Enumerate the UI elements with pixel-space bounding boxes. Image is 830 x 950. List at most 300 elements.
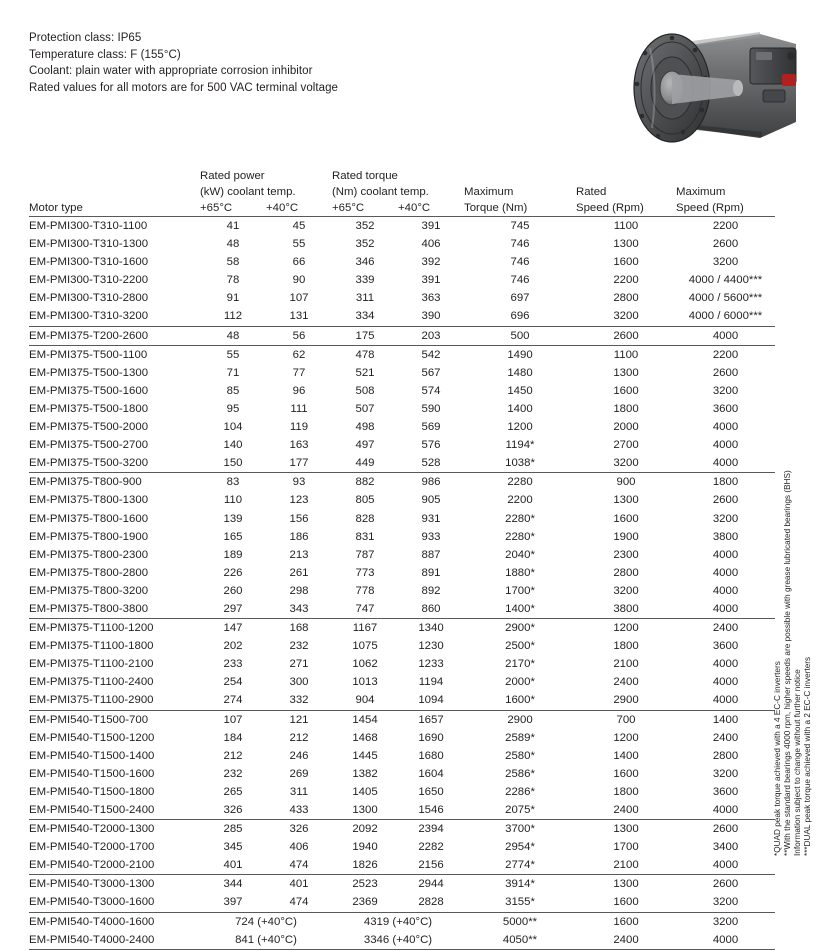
cell-rated-power-65: 254	[223, 676, 243, 689]
cell-rated-power-40: 56	[266, 326, 332, 345]
cell-rated-torque-65: 508	[355, 384, 375, 397]
cell-rated-speed: 2100	[613, 859, 639, 872]
cell-rated-torque-65: 1300	[352, 804, 378, 816]
cell-rated-torque-65: 2369	[352, 896, 378, 909]
cell-maximum-speed: 2200	[676, 217, 775, 236]
table-row	[29, 801, 775, 820]
cell-rated-torque-40: 1094	[418, 694, 444, 707]
cell-maximum-torque: 3700*	[464, 820, 576, 839]
cell-rated-power-65: 260	[223, 584, 243, 597]
cell-maximum-speed: 4000	[712, 859, 739, 872]
cell-rated-torque-40: 542	[398, 345, 464, 364]
cell-rated-torque-65: 773	[355, 566, 375, 579]
cell-rated-speed: 1100	[576, 345, 676, 364]
table-row	[29, 307, 775, 326]
cell-rated-torque-65: 882	[332, 473, 398, 492]
cell-rated-torque-40: 892	[421, 584, 441, 597]
cell-rated-torque-65: 1826	[352, 859, 378, 872]
cell-maximum-torque: 500	[464, 326, 576, 345]
cell-rated-torque-65: 175	[332, 326, 398, 345]
cell-rated-torque-65: 1167	[332, 619, 398, 638]
cell-motor-type: EM-PMI300-T310-1100	[29, 217, 200, 236]
cell-maximum-torque: 1480	[507, 366, 533, 379]
cell-rated-torque-40: 1340	[398, 619, 464, 638]
footnote-information-subject: Information subject to change without further notice	[793, 669, 802, 856]
cell-motor-type: EM-PMI375-T800-3800	[29, 602, 149, 615]
cell-rated-torque-40: 2394	[398, 820, 464, 839]
cell-rated-power-65: 226	[223, 566, 243, 579]
cell-maximum-speed: 4000	[676, 931, 775, 950]
cell-motor-type: EM-PMI375-T500-3200	[29, 457, 149, 470]
cell-maximum-speed: 4000 / 5600***	[688, 292, 763, 305]
cell-rated-torque-40: 567	[421, 366, 441, 379]
cell-maximum-speed: 2400	[712, 731, 739, 744]
cell-maximum-speed: 3200	[712, 256, 739, 269]
cell-rated-power-40: 433	[289, 804, 309, 816]
cell-rated-power-65: 48	[226, 238, 240, 251]
cell-motor-type: EM-PMI300-T310-2200	[29, 274, 149, 287]
cell-rated-power-65: 165	[223, 530, 243, 543]
cell-rated-torque-65: 1405	[352, 785, 378, 798]
cell-maximum-torque: 2954*	[505, 841, 535, 854]
cell-rated-power-65: 189	[223, 548, 243, 561]
table-row	[29, 875, 775, 894]
cell-motor-type: EM-PMI375-T200-2600	[29, 326, 200, 345]
table-row	[29, 893, 775, 912]
cell-maximum-speed: 3400	[712, 841, 739, 854]
cell-motor-type: EM-PMI540-T2000-1300	[29, 820, 200, 839]
cell-rated-power-65: 104	[223, 421, 243, 434]
cell-rated-power-65: 212	[223, 749, 243, 762]
cell-maximum-torque: 2280	[464, 473, 576, 492]
cell-motor-type: EM-PMI300-T310-3200	[29, 310, 149, 323]
cell-maximum-speed: 2600	[712, 494, 739, 507]
cell-maximum-torque: 2580*	[505, 749, 535, 762]
table-row	[29, 491, 775, 509]
cell-maximum-speed: 4000	[712, 658, 739, 671]
cell-rated-torque-65: 311	[355, 292, 375, 305]
cell-rated-power-40: 271	[289, 658, 309, 671]
cell-rated-speed: 1600	[576, 912, 676, 931]
cell-maximum-torque: 4050**	[464, 931, 576, 950]
cell-rated-power-40: 177	[289, 457, 309, 470]
header-motor-type: Motor type	[29, 202, 83, 214]
cell-rated-speed: 1300	[576, 875, 676, 894]
cell-maximum-speed: 3600	[712, 402, 739, 415]
cell-maximum-torque: 2280*	[505, 530, 535, 543]
cell-rated-power-40: 311	[289, 785, 309, 798]
cell-motor-type: EM-PMI375-T800-3200	[29, 584, 149, 597]
cell-motor-type: EM-PMI300-T310-1600	[29, 256, 149, 269]
cell-rated-power-40: 119	[289, 421, 309, 434]
cell-maximum-speed: 2600	[712, 366, 739, 379]
table-row	[29, 418, 775, 436]
cell-motor-type: EM-PMI375-T1100-2100	[29, 658, 154, 671]
cell-rated-power-65: 58	[226, 256, 240, 269]
footnote-standard-bearings: **With the standard bearings 4000 rpm, higher speeds are possible with grease lubricated bearings (BHS)	[783, 470, 792, 856]
cell-maximum-torque: 2500*	[505, 640, 535, 653]
cell-rated-torque-65: 478	[332, 345, 398, 364]
cell-maximum-torque: 1450	[507, 384, 533, 397]
cell-rated-torque-40: 574	[421, 384, 441, 397]
table-row	[29, 820, 775, 839]
cell-rated-torque-40: 1690	[418, 731, 444, 744]
cell-rated-torque-65: 449	[355, 457, 375, 470]
cell-rated-power-40: 93	[266, 473, 332, 492]
cell-rated-power-65: 297	[223, 602, 243, 615]
cell-rated-power-40: 55	[292, 238, 306, 251]
cell-rated-torque-65: 1075	[352, 640, 378, 653]
cell-rated-torque-65: 497	[355, 439, 375, 452]
cell-maximum-torque: 2774*	[505, 859, 535, 872]
cell-rated-torque-40: 1233	[418, 658, 444, 671]
cell-rated-torque-65: 1013	[352, 676, 378, 689]
table-row	[29, 747, 775, 765]
cell-rated-torque-40: 905	[421, 494, 441, 507]
cell-rated-power-40: 300	[289, 676, 309, 689]
cell-maximum-speed: 4000	[712, 421, 739, 434]
cell-rated-power-65: 274	[223, 694, 243, 707]
cell-rated-torque-65: 1940	[352, 841, 378, 854]
cell-motor-type: EM-PMI375-T800-1900	[29, 530, 149, 543]
cell-rated-torque-40: 391	[398, 217, 464, 236]
cell-rated-power-40: 111	[290, 402, 308, 415]
cell-rated-torque-40: 1194	[418, 676, 444, 689]
cell-motor-type: EM-PMI375-T800-1600	[29, 512, 149, 525]
table-row	[29, 856, 775, 875]
cell-rated-torque-65: 1445	[352, 749, 378, 762]
cell-rated-speed: 3200	[613, 457, 639, 470]
cell-motor-type: EM-PMI540-T1500-1400	[29, 749, 155, 762]
table-row	[29, 637, 775, 655]
cell-rated-speed: 2100	[613, 658, 639, 671]
cell-maximum-speed: 2600	[676, 820, 775, 839]
table-row	[29, 510, 775, 528]
cell-motor-type: EM-PMI375-T1100-2900	[29, 694, 154, 707]
table-row	[29, 546, 775, 564]
cell-rated-power-40: 77	[292, 366, 306, 379]
cell-rated-torque-65: 2092	[332, 820, 398, 839]
cell-maximum-torque: 745	[464, 217, 576, 236]
cell-rated-torque-40: 590	[421, 402, 441, 415]
table-row	[29, 473, 775, 492]
cell-rated-power-40: 474	[289, 859, 309, 872]
cell-rated-torque-65: 346	[355, 256, 375, 269]
cell-maximum-torque: 2200	[507, 494, 533, 507]
cell-rated-speed: 1300	[613, 494, 639, 507]
table-row	[29, 235, 775, 253]
cell-maximum-torque: 5000**	[464, 912, 576, 931]
header-maximum-speed: Maximum Speed (Rpm)	[676, 186, 744, 214]
table-row	[29, 783, 775, 801]
cell-maximum-torque: 2589*	[505, 731, 535, 744]
cell-rated-power-65: 147	[200, 619, 266, 638]
table-row	[29, 838, 775, 856]
cell-rated-power-65: 140	[223, 439, 243, 452]
cell-maximum-speed: 3600	[712, 640, 739, 653]
cell-rated-torque-65: 1454	[332, 710, 398, 729]
table-row	[29, 326, 775, 345]
cell-motor-type: EM-PMI540-T4000-2400	[29, 931, 200, 950]
side-footnotes	[773, 196, 828, 856]
cell-motor-type: EM-PMI540-T1500-1600	[29, 767, 155, 780]
cell-maximum-speed: 1400	[676, 710, 775, 729]
cell-rated-torque-65: 1382	[352, 767, 378, 780]
cell-maximum-torque: 2280*	[505, 512, 535, 525]
cell-motor-type: EM-PMI375-T800-2300	[29, 548, 149, 561]
footnote-quad-peak-torque: *QUAD peak torque achieved with a 4 EC-C inverters	[773, 661, 782, 856]
cell-rated-speed: 1200	[613, 731, 639, 744]
cell-motor-type: EM-PMI375-T800-900	[29, 473, 200, 492]
cell-maximum-torque: 1490	[464, 345, 576, 364]
cell-motor-type: EM-PMI540-T3000-1600	[29, 896, 155, 909]
table-row	[29, 655, 775, 673]
cell-maximum-torque: 1400	[507, 402, 533, 415]
cell-rated-torque-65: 352	[355, 238, 375, 251]
cell-rated-power-40: 45	[266, 217, 332, 236]
cell-rated-power-65: 401	[223, 859, 243, 872]
cell-maximum-speed: 3200	[712, 767, 739, 780]
table-row	[29, 619, 775, 638]
cell-maximum-torque: 696	[510, 310, 530, 323]
cell-rated-power-65: 95	[226, 402, 240, 415]
cell-motor-type: EM-PMI540-T1500-1800	[29, 785, 155, 798]
cell-rated-torque-40: 528	[421, 457, 441, 470]
cell-maximum-speed: 3800	[712, 530, 739, 543]
cell-rated-power-40: 107	[289, 292, 309, 305]
cell-rated-torque-40: 392	[421, 256, 441, 269]
cell-rated-power-40: 246	[289, 749, 309, 762]
cell-rated-torque-40: 203	[398, 326, 464, 345]
cell-rated-power-65: 344	[200, 875, 266, 894]
cell-maximum-speed: 4000	[712, 566, 739, 579]
cell-rated-torque-40: 1230	[418, 640, 444, 653]
cell-maximum-torque: 697	[510, 292, 530, 305]
cell-maximum-speed: 3200	[676, 912, 775, 931]
motor-spec-table	[29, 168, 775, 950]
cell-motor-type: EM-PMI540-T4000-1600	[29, 912, 200, 931]
table-row	[29, 564, 775, 582]
cell-maximum-torque: 3914*	[464, 875, 576, 894]
cell-motor-type: EM-PMI540-T3000-1300	[29, 875, 200, 894]
cell-rated-speed: 1600	[613, 767, 639, 780]
note-coolant: Coolant: plain water with appropriate corrosion inhibitor	[29, 65, 313, 77]
cell-rated-speed: 2800	[613, 292, 639, 305]
cell-rated-power: 724 (+40°C)	[200, 912, 332, 931]
cell-motor-type: EM-PMI540-T1500-700	[29, 710, 200, 729]
cell-rated-power-40: 186	[289, 530, 309, 543]
cell-maximum-speed: 4000	[712, 676, 739, 689]
cell-maximum-speed: 1800	[676, 473, 775, 492]
cell-rated-torque-65: 507	[355, 402, 375, 415]
cell-rated-speed: 2800	[613, 566, 639, 579]
table-row	[29, 436, 775, 454]
cell-maximum-speed: 4000 / 4400***	[688, 274, 763, 287]
cell-rated-power-40: 298	[289, 584, 309, 597]
cell-rated-power-65: 41	[200, 217, 266, 236]
cell-rated-power-40: 96	[292, 384, 306, 397]
cell-maximum-speed: 4000	[676, 326, 775, 345]
cell-rated-torque-40: 363	[421, 292, 441, 305]
table-header	[29, 168, 775, 217]
footnote-dual-peak-torque: ***DUAL peak torque achieved with a 2 EC-C inverters	[803, 656, 812, 856]
cell-motor-type: EM-PMI540-T2000-2100	[29, 859, 155, 872]
table-row	[29, 289, 775, 307]
cell-rated-power-40: 406	[289, 841, 309, 854]
cell-rated-power-65: 139	[223, 512, 243, 525]
cell-rated-speed: 1800	[613, 785, 639, 798]
cell-motor-type: EM-PMI375-T800-2800	[29, 566, 149, 579]
cell-maximum-speed: 4000	[712, 439, 739, 452]
cell-rated-power-40: 66	[292, 256, 306, 269]
cell-rated-torque-65: 2523	[332, 875, 398, 894]
table-row	[29, 454, 775, 473]
cell-rated-power-40: 269	[289, 767, 309, 780]
cell-rated-power: 841 (+40°C)	[200, 931, 332, 950]
cell-rated-torque-65: 521	[355, 366, 375, 379]
cell-motor-type: EM-PMI375-T1100-1800	[29, 640, 154, 653]
cell-rated-power-40: 62	[266, 345, 332, 364]
cell-rated-torque: 3346 (+40°C)	[332, 931, 464, 950]
cell-rated-torque-40: 569	[421, 421, 441, 434]
cell-motor-type: EM-PMI375-T500-2700	[29, 439, 149, 452]
header-rated-torque-40: +40°C	[398, 202, 431, 214]
cell-rated-torque-40: 390	[421, 310, 441, 323]
cell-rated-power-65: 232	[223, 767, 243, 780]
table-row	[29, 600, 775, 619]
cell-rated-torque-40: 986	[398, 473, 464, 492]
cell-rated-power-65: 55	[200, 345, 266, 364]
cell-rated-speed: 900	[576, 473, 676, 492]
cell-rated-speed: 3200	[613, 584, 639, 597]
table-row	[29, 400, 775, 418]
cell-rated-power-40: 90	[292, 274, 306, 287]
cell-motor-type: EM-PMI375-T1100-2400	[29, 676, 154, 689]
cell-rated-power-65: 397	[223, 896, 243, 909]
cell-maximum-speed: 3200	[712, 384, 739, 397]
cell-motor-type: EM-PMI375-T500-1300	[29, 366, 149, 379]
cell-rated-power-40: 163	[289, 439, 309, 452]
cell-rated-speed: 2900	[613, 694, 639, 707]
cell-rated-torque-40: 1657	[398, 710, 464, 729]
cell-rated-torque-40: 2156	[418, 859, 444, 872]
cell-rated-power-65: 202	[223, 640, 243, 653]
cell-rated-torque-65: 1062	[352, 658, 378, 671]
cell-maximum-speed: 4000	[712, 602, 739, 615]
cell-maximum-speed: 3200	[712, 512, 739, 525]
cell-maximum-torque: 746	[510, 238, 530, 251]
cell-rated-power-65: 233	[223, 658, 243, 671]
cell-motor-type: EM-PMI540-T1500-2400	[29, 804, 155, 816]
cell-maximum-torque: 2286*	[505, 785, 535, 798]
cell-rated-power-40: 343	[289, 602, 309, 615]
cell-motor-type: EM-PMI540-T1500-1200	[29, 731, 155, 744]
cell-rated-torque-40: 2944	[398, 875, 464, 894]
cell-maximum-speed: 4000	[712, 584, 739, 597]
cell-rated-torque-40: 391	[421, 274, 441, 287]
cell-rated-torque-65: 498	[355, 421, 375, 434]
table-row	[29, 673, 775, 691]
cell-maximum-torque: 746	[510, 274, 530, 287]
header-rated-speed: Rated Speed (Rpm)	[576, 186, 644, 214]
cell-maximum-torque: 1880*	[505, 566, 535, 579]
header-maximum-torque: Maximum Torque (Nm)	[464, 186, 528, 214]
cell-rated-power-40: 168	[266, 619, 332, 638]
cell-rated-torque-65: 805	[355, 494, 375, 507]
cell-maximum-speed: 4000	[712, 548, 739, 561]
table-row	[29, 912, 775, 931]
cell-rated-torque-65: 352	[332, 217, 398, 236]
cell-rated-power-65: 107	[200, 710, 266, 729]
cell-maximum-speed: 2600	[712, 238, 739, 251]
cell-motor-type: EM-PMI375-T1100-1200	[29, 619, 200, 638]
cell-motor-type: EM-PMI375-T500-1800	[29, 402, 149, 415]
table-row	[29, 729, 775, 747]
cell-rated-torque-65: 1468	[352, 731, 378, 744]
cell-rated-power-65: 83	[200, 473, 266, 492]
cell-maximum-torque: 1700*	[505, 584, 535, 597]
cell-rated-power-65: 91	[226, 292, 240, 305]
cell-rated-torque-65: 828	[355, 512, 375, 525]
cell-rated-speed: 1600	[613, 896, 639, 909]
cell-rated-power-65: 71	[226, 366, 240, 379]
table-row	[29, 710, 775, 729]
cell-rated-power-65: 112	[223, 310, 243, 323]
table-row	[29, 931, 775, 950]
cell-rated-speed: 3200	[613, 310, 639, 323]
note-rated-values: Rated values for all motors are for 500 VAC terminal voltage	[29, 81, 338, 94]
cell-rated-power-65: 85	[226, 384, 240, 397]
cell-rated-speed: 2700	[613, 439, 639, 452]
cell-maximum-torque: 1600*	[505, 694, 535, 707]
cell-maximum-torque: 1400*	[505, 602, 535, 615]
cell-rated-torque-65: 334	[355, 310, 375, 323]
cell-rated-power-40: 156	[289, 512, 309, 525]
electric-motor-photo	[600, 18, 815, 158]
table-row	[29, 217, 775, 236]
cell-rated-speed: 1600	[613, 512, 639, 525]
cell-rated-power-65: 184	[223, 731, 243, 744]
cell-maximum-speed: 2600	[676, 875, 775, 894]
cell-rated-power-65: 345	[223, 841, 243, 854]
table-row	[29, 765, 775, 783]
cell-rated-torque-40: 933	[421, 530, 441, 543]
cell-rated-speed: 1300	[613, 366, 639, 379]
cell-rated-torque-40: 860	[421, 602, 441, 615]
cell-maximum-speed: 3600	[712, 785, 739, 798]
cell-maximum-speed: 4000	[712, 457, 739, 470]
cell-rated-power-40: 213	[289, 548, 309, 561]
cell-rated-power-40: 332	[289, 694, 309, 707]
cell-rated-speed: 2400	[613, 676, 639, 689]
table-row	[29, 528, 775, 546]
cell-rated-power-40: 212	[289, 731, 309, 744]
cell-maximum-torque: 2900	[464, 710, 576, 729]
cell-rated-torque-40: 576	[421, 439, 441, 452]
cell-maximum-torque: 2075*	[505, 804, 535, 816]
cell-maximum-speed: 2400	[676, 619, 775, 638]
table-row	[29, 364, 775, 382]
cell-maximum-torque: 2900*	[464, 619, 576, 638]
cell-motor-type: EM-PMI375-T800-1300	[29, 494, 149, 507]
cell-maximum-torque: 3155*	[505, 896, 535, 909]
cell-rated-speed: 1600	[613, 384, 639, 397]
cell-maximum-speed: 2800	[712, 749, 739, 762]
cell-maximum-speed: 3200	[712, 896, 739, 909]
table-row	[29, 345, 775, 364]
cell-rated-speed: 700	[576, 710, 676, 729]
cell-rated-power-65: 265	[223, 785, 243, 798]
